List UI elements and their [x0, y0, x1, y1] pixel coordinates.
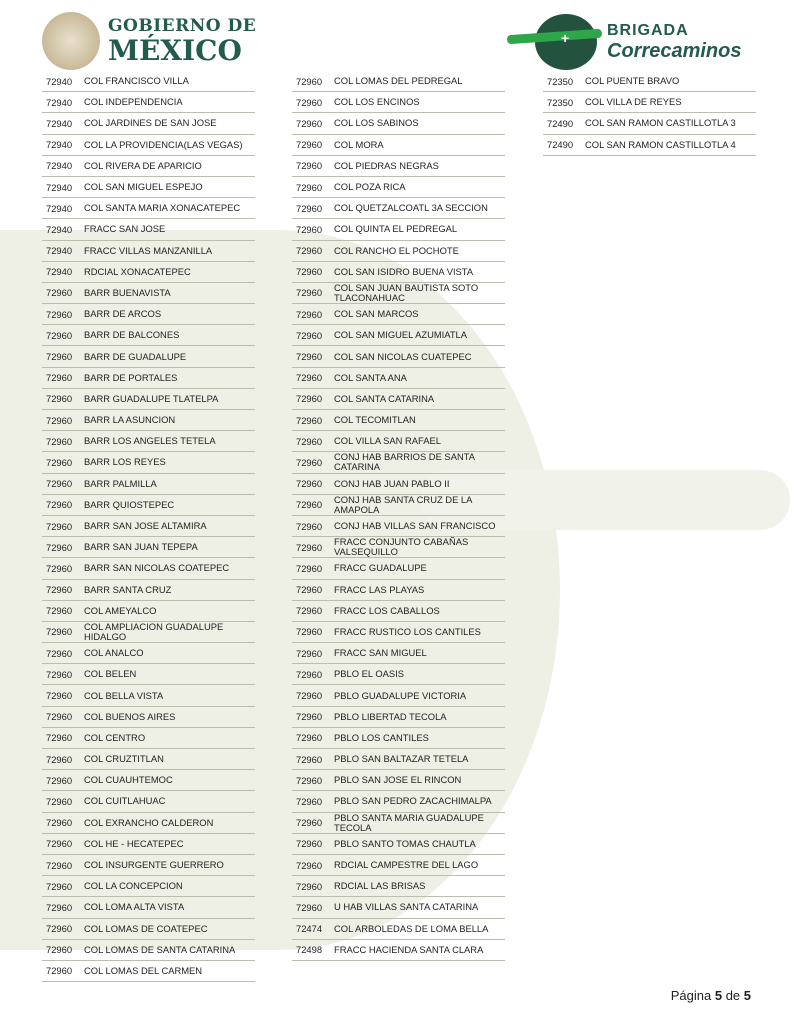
postal-code: 72960 — [46, 372, 73, 384]
colony-name: COL ARBOLEDAS DE LOMA BELLA — [334, 922, 489, 934]
postal-code: 72960 — [296, 351, 323, 363]
postal-code: 72960 — [296, 880, 323, 892]
table-row — [42, 664, 255, 685]
table-row — [42, 622, 255, 643]
postal-code: 72960 — [46, 414, 73, 426]
table-row — [42, 474, 255, 495]
table-row — [292, 495, 505, 516]
postal-code: 72960 — [296, 690, 323, 702]
table-row — [42, 92, 255, 113]
table-row — [543, 71, 756, 92]
colony-name: PBLO SANTA MARIA GUADALUPE TECOLA — [334, 811, 484, 833]
table-row — [292, 558, 505, 579]
colony-name: COL SANTA ANA — [334, 371, 407, 383]
postal-code: 72960 — [46, 626, 73, 638]
colony-name: FRACC SAN MIGUEL — [334, 647, 427, 659]
colony-name: PBLO SAN JOSE EL RINCON — [334, 774, 462, 786]
postal-code: 72940 — [46, 181, 73, 193]
postal-code: 72940 — [46, 96, 73, 108]
table-row — [292, 156, 505, 177]
table-row — [292, 389, 505, 410]
postal-code: 72960 — [46, 393, 73, 405]
colony-name: FRACC LAS PLAYAS — [334, 583, 425, 595]
colony-name: COL PIEDRAS NEGRAS — [334, 159, 439, 171]
colony-name: COL SAN MARCOS — [334, 308, 419, 320]
postal-code: 72960 — [296, 647, 323, 659]
table-row — [292, 876, 505, 897]
table-row — [42, 219, 255, 240]
table-row — [42, 389, 255, 410]
table-row — [42, 813, 255, 834]
postal-code: 72960 — [46, 584, 73, 596]
postal-code: 72960 — [46, 944, 73, 956]
colony-name: COL LOMA ALTA VISTA — [84, 901, 185, 913]
table-row — [42, 410, 255, 431]
colony-name: COL BELEN — [84, 668, 137, 680]
column-1 — [42, 71, 255, 982]
page-header — [0, 0, 797, 70]
postal-code: 72940 — [46, 223, 73, 235]
colony-name: BARR LOS REYES — [84, 456, 166, 468]
colony-name: COL SANTA CATARINA — [334, 392, 435, 404]
colony-name: COL BELLA VISTA — [84, 689, 164, 701]
postal-code: 72960 — [296, 435, 323, 447]
colony-name: COL POZA RICA — [334, 181, 406, 193]
table-row — [42, 601, 255, 622]
colony-name: BARR QUIOSTEPEC — [84, 498, 175, 510]
gobierno-de-mexico-logo — [42, 12, 256, 70]
page-of: de — [722, 988, 744, 1003]
table-row — [292, 346, 505, 367]
table-row — [292, 431, 505, 452]
postal-code: 72960 — [46, 668, 73, 680]
table-row — [42, 685, 255, 706]
postal-code: 72960 — [296, 732, 323, 744]
postal-code: 72960 — [296, 838, 323, 850]
table-row — [292, 622, 505, 643]
colony-name: PBLO GUADALUPE VICTORIA — [334, 689, 467, 701]
table-row — [543, 113, 756, 134]
postal-code: 72960 — [296, 817, 323, 829]
table-row — [42, 834, 255, 855]
colony-name: COL SAN RAMON CASTILLOTLA 3 — [585, 117, 736, 129]
colony-name: FRACC CONJUNTO CABAÑAS VALSEQUILLO — [334, 536, 469, 558]
postal-code: 72940 — [46, 202, 73, 214]
colony-name: FRACC RUSTICO LOS CANTILES — [334, 625, 481, 637]
colony-name: COL LOMAS DEL PEDREGAL — [334, 75, 463, 87]
table-row — [292, 940, 505, 961]
colony-name: COL INSURGENTE GUERRERO — [84, 859, 224, 871]
colony-name: RDCIAL LAS BRISAS — [334, 880, 426, 892]
postal-code: 72960 — [296, 414, 323, 426]
postal-code: 72960 — [296, 901, 323, 913]
table-row — [42, 728, 255, 749]
colony-name: COL AMEYALCO — [84, 604, 157, 616]
colony-name: COL CENTRO — [84, 731, 146, 743]
table-row — [42, 346, 255, 367]
colony-name: COL PUENTE BRAVO — [585, 75, 680, 87]
postal-code: 72960 — [46, 287, 73, 299]
table-row — [292, 219, 505, 240]
colony-name: CONJ HAB JUAN PABLO II — [334, 477, 450, 489]
table-row — [292, 410, 505, 431]
brigade-line1: BRIGADA — [607, 21, 689, 39]
postal-code: 72960 — [46, 880, 73, 892]
table-row — [292, 813, 505, 834]
postal-code: 72960 — [296, 499, 323, 511]
table-row — [292, 92, 505, 113]
postal-code: 72960 — [46, 753, 73, 765]
gov-line2: MÉXICO — [108, 33, 242, 67]
postal-code: 72960 — [296, 202, 323, 214]
table-row — [42, 262, 255, 283]
postal-code: 72960 — [46, 605, 73, 617]
postal-code: 72960 — [296, 605, 323, 617]
postal-code: 72960 — [46, 923, 73, 935]
colony-name: COL CUITLAHUAC — [84, 795, 166, 807]
postal-code: 72960 — [296, 372, 323, 384]
colony-name: COL RIVERA DE APARICIO — [84, 159, 202, 171]
current-page: 5 — [714, 988, 723, 1003]
gov-line1: GOBIERNO DE — [108, 15, 257, 36]
table-row — [42, 368, 255, 389]
colony-name: BARR SAN JUAN TEPEPA — [84, 541, 198, 553]
postal-code: 72960 — [296, 668, 323, 680]
table-row — [42, 156, 255, 177]
colony-name: COL MORA — [334, 138, 384, 150]
colony-name: PBLO EL OASIS — [334, 668, 404, 680]
table-row — [292, 770, 505, 791]
postal-code: 72960 — [46, 520, 73, 532]
table-row — [292, 262, 505, 283]
postal-code: 72960 — [46, 774, 73, 786]
brigada-correcaminos-logo — [515, 14, 742, 70]
postal-code: 72960 — [296, 223, 323, 235]
postal-code: 72960 — [296, 139, 323, 151]
table-row — [292, 919, 505, 940]
table-row — [292, 283, 505, 304]
postal-code: 72960 — [296, 859, 323, 871]
colony-name: COL HE - HECATEPEC — [84, 837, 184, 849]
colony-name: COL ANALCO — [84, 647, 144, 659]
postal-code: 72960 — [46, 329, 73, 341]
postal-code: 72960 — [296, 584, 323, 596]
table-row — [42, 71, 255, 92]
table-row — [42, 558, 255, 579]
table-row — [292, 177, 505, 198]
page-label: Página — [670, 988, 715, 1003]
postal-code: 72940 — [46, 117, 73, 129]
colony-name: COL LOS ENCINOS — [334, 96, 420, 108]
postal-code: 72960 — [296, 308, 323, 320]
postal-code: 72960 — [46, 456, 73, 468]
colony-name: PBLO LIBERTAD TECOLA — [334, 710, 447, 722]
postal-code: 72960 — [296, 541, 323, 553]
colony-name: COL LA PROVIDENCIA(LAS VEGAS) — [84, 138, 243, 150]
table-row — [42, 135, 255, 156]
colony-name: COL SAN RAMON CASTILLOTLA 4 — [585, 138, 736, 150]
colony-name: BARR DE PORTALES — [84, 371, 178, 383]
colony-name: PBLO SAN BALTAZAR TETELA — [334, 753, 469, 765]
table-row — [292, 834, 505, 855]
postal-code: 72960 — [46, 647, 73, 659]
postal-code: 72960 — [46, 499, 73, 511]
table-row — [42, 495, 255, 516]
postal-code: 72960 — [296, 96, 323, 108]
colony-name: COL LOMAS DE SANTA CATARINA — [84, 943, 236, 955]
table-row — [42, 283, 255, 304]
table-row — [292, 135, 505, 156]
table-row — [292, 685, 505, 706]
postal-code: 72960 — [296, 456, 323, 468]
colony-name: COL SAN JUAN BAUTISTA SOTO TLACONAHUAC — [334, 281, 479, 303]
colony-name: COL SAN MIGUEL ESPEJO — [84, 181, 203, 193]
postal-code: 72960 — [296, 478, 323, 490]
table-row — [292, 516, 505, 537]
postal-code: 72960 — [296, 711, 323, 723]
colony-name: COL SAN MIGUEL AZUMIATLA — [334, 329, 468, 341]
postal-code: 72498 — [296, 944, 323, 956]
postal-code: 72960 — [296, 160, 323, 172]
postal-code: 72960 — [296, 75, 323, 87]
postal-code: 72960 — [296, 117, 323, 129]
table-row — [42, 516, 255, 537]
colony-name: COL LOS SABINOS — [334, 117, 419, 129]
table-row — [42, 707, 255, 728]
colony-name: FRACC HACIENDA SANTA CLARA — [334, 943, 484, 955]
colony-name: COL LA CONCEPCION — [84, 880, 183, 892]
table-row — [42, 643, 255, 664]
national-seal-icon — [42, 12, 100, 70]
brigade-line2: Correcaminos — [607, 39, 742, 62]
table-row — [292, 855, 505, 876]
table-row — [42, 876, 255, 897]
colony-name: COL QUETZALCOATL 3A SECCION — [334, 202, 488, 214]
table-row — [42, 940, 255, 961]
colony-name: U HAB VILLAS SANTA CATARINA — [334, 901, 479, 913]
postal-code: 72960 — [296, 774, 323, 786]
table-row — [42, 304, 255, 325]
colony-name: BARR SANTA CRUZ — [84, 583, 172, 595]
colony-name: COL LOMAS DE COATEPEC — [84, 922, 208, 934]
colony-name: COL SANTA MARIA XONACATEPEC — [84, 202, 241, 214]
colony-name: CONJ HAB SANTA CRUZ DE LA AMAPOLA — [334, 493, 472, 515]
colony-name: BARR BUENAVISTA — [84, 286, 171, 298]
table-row — [292, 241, 505, 262]
postal-code: 72960 — [296, 393, 323, 405]
postal-code: 72960 — [296, 520, 323, 532]
colony-name: COL TECOMITLAN — [334, 414, 416, 426]
colony-name: BARR SAN JOSE ALTAMIRA — [84, 520, 207, 532]
colony-name: FRACC SAN JOSE — [84, 223, 166, 235]
table-row — [42, 919, 255, 940]
postal-code: 72960 — [296, 266, 323, 278]
table-row — [42, 749, 255, 770]
table-row — [42, 325, 255, 346]
colony-name: COL SAN ISIDRO BUENA VISTA — [334, 265, 474, 277]
table-row — [42, 961, 255, 982]
table-row — [292, 897, 505, 918]
colony-name: COL CRUZTITLAN — [84, 753, 164, 765]
table-row — [42, 791, 255, 812]
colony-name: FRACC VILLAS MANZANILLA — [84, 244, 213, 256]
colony-name: PBLO LOS CANTILES — [334, 731, 429, 743]
table-row — [292, 707, 505, 728]
table-row — [292, 452, 505, 473]
colony-name: BARR GUADALUPE TLATELPA — [84, 392, 219, 404]
column-2 — [292, 71, 505, 961]
table-row — [292, 791, 505, 812]
table-row — [292, 113, 505, 134]
colony-name: COL INDEPENDENCIA — [84, 96, 183, 108]
postal-code: 72960 — [46, 859, 73, 871]
colony-name: BARR LA ASUNCION — [84, 414, 176, 426]
postal-code: 72960 — [46, 351, 73, 363]
postal-code: 72350 — [547, 96, 574, 108]
table-row — [543, 92, 756, 113]
table-row — [292, 71, 505, 92]
colony-name: COL RANCHO EL POCHOTE — [334, 244, 459, 256]
postal-code: 72960 — [296, 795, 323, 807]
colony-name: COL FRANCISCO VILLA — [84, 75, 189, 87]
table-row — [292, 601, 505, 622]
postal-code: 72960 — [46, 690, 73, 702]
postal-code: 72940 — [46, 266, 73, 278]
postal-code: 72960 — [46, 795, 73, 807]
table-row — [42, 537, 255, 558]
colony-name: CONJ HAB VILLAS SAN FRANCISCO — [334, 520, 496, 532]
table-row — [292, 325, 505, 346]
colony-name: CONJ HAB BARRIOS DE SANTA CATARINA — [334, 451, 475, 473]
postal-code: 72940 — [46, 160, 73, 172]
colony-name: BARR DE GUADALUPE — [84, 350, 187, 362]
postal-code: 72940 — [46, 75, 73, 87]
table-row — [292, 368, 505, 389]
postal-code: 72960 — [46, 732, 73, 744]
colony-name: RDCIAL CAMPESTRE DEL LAGO — [334, 859, 479, 871]
table-row — [42, 855, 255, 876]
table-row — [42, 431, 255, 452]
postal-code: 72940 — [46, 139, 73, 151]
colony-name: COL SAN NICOLAS CUATEPEC — [334, 350, 472, 362]
table-row — [42, 198, 255, 219]
postal-code: 72960 — [296, 626, 323, 638]
postal-code: 72960 — [296, 245, 323, 257]
colony-name: COL JARDINES DE SAN JOSE — [84, 117, 217, 129]
postal-code: 72960 — [46, 711, 73, 723]
total-pages: 5 — [743, 988, 751, 1003]
table-row — [42, 580, 255, 601]
postal-code: 72960 — [46, 562, 73, 574]
postal-code: 72960 — [46, 838, 73, 850]
colony-name: COL EXRANCHO CALDERON — [84, 816, 214, 828]
postal-code: 72474 — [296, 923, 323, 935]
postal-code: 72960 — [296, 562, 323, 574]
postal-code: 72960 — [46, 817, 73, 829]
colony-name: COL AMPLIACION GUADALUPE HIDALGO — [84, 620, 224, 642]
table-row — [292, 749, 505, 770]
colony-name: FRACC LOS CABALLOS — [334, 604, 440, 616]
colony-name: BARR DE BALCONES — [84, 329, 180, 341]
postal-code: 72960 — [46, 965, 73, 977]
colony-name: COL BUENOS AIRES — [84, 710, 176, 722]
colony-name: COL QUINTA EL PEDREGAL — [334, 223, 458, 235]
postal-code: 72960 — [46, 308, 73, 320]
colony-name: COL VILLA SAN RAFAEL — [334, 435, 441, 447]
table-row — [42, 113, 255, 134]
table-row — [292, 304, 505, 325]
colony-name: COL LOMAS DEL CARMEN — [84, 964, 203, 976]
table-row — [292, 198, 505, 219]
postal-code: 72960 — [296, 287, 323, 299]
colony-name: PBLO SAN PEDRO ZACACHIMALPA — [334, 795, 492, 807]
postal-code: 72350 — [547, 75, 574, 87]
postal-code: 72960 — [296, 329, 323, 341]
postal-code: 72960 — [46, 901, 73, 913]
postal-code: 72490 — [547, 139, 574, 151]
table-row — [42, 177, 255, 198]
colony-name: FRACC GUADALUPE — [334, 562, 427, 574]
table-row — [42, 241, 255, 262]
colony-name: RDCIAL XONACATEPEC — [84, 265, 191, 277]
postal-code: 72960 — [296, 753, 323, 765]
table-row — [292, 537, 505, 558]
table-row — [292, 474, 505, 495]
colony-name: BARR SAN NICOLAS COATEPEC — [84, 562, 230, 574]
table-row — [42, 770, 255, 791]
table-row — [42, 897, 255, 918]
postal-code: 72490 — [547, 117, 574, 129]
page-number — [671, 988, 751, 1003]
postal-code: 72960 — [46, 435, 73, 447]
column-3 — [543, 71, 756, 156]
postal-code: 72960 — [46, 541, 73, 553]
table-row — [292, 664, 505, 685]
postal-code: 72960 — [46, 478, 73, 490]
colony-name: BARR LOS ANGELES TETELA — [84, 435, 216, 447]
table-row — [543, 135, 756, 156]
colony-name: BARR PALMILLA — [84, 477, 157, 489]
table-row — [292, 643, 505, 664]
table-row — [42, 452, 255, 473]
postal-code: 72940 — [46, 245, 73, 257]
table-row — [292, 728, 505, 749]
colony-name: PBLO SANTO TOMAS CHAUTLA — [334, 837, 476, 849]
table-row — [292, 580, 505, 601]
colony-name: COL VILLA DE REYES — [585, 96, 682, 108]
colony-name: BARR DE ARCOS — [84, 308, 162, 320]
postal-code: 72960 — [296, 181, 323, 193]
roadrunner-icon — [535, 14, 597, 70]
colony-name: COL CUAUHTEMOC — [84, 774, 173, 786]
